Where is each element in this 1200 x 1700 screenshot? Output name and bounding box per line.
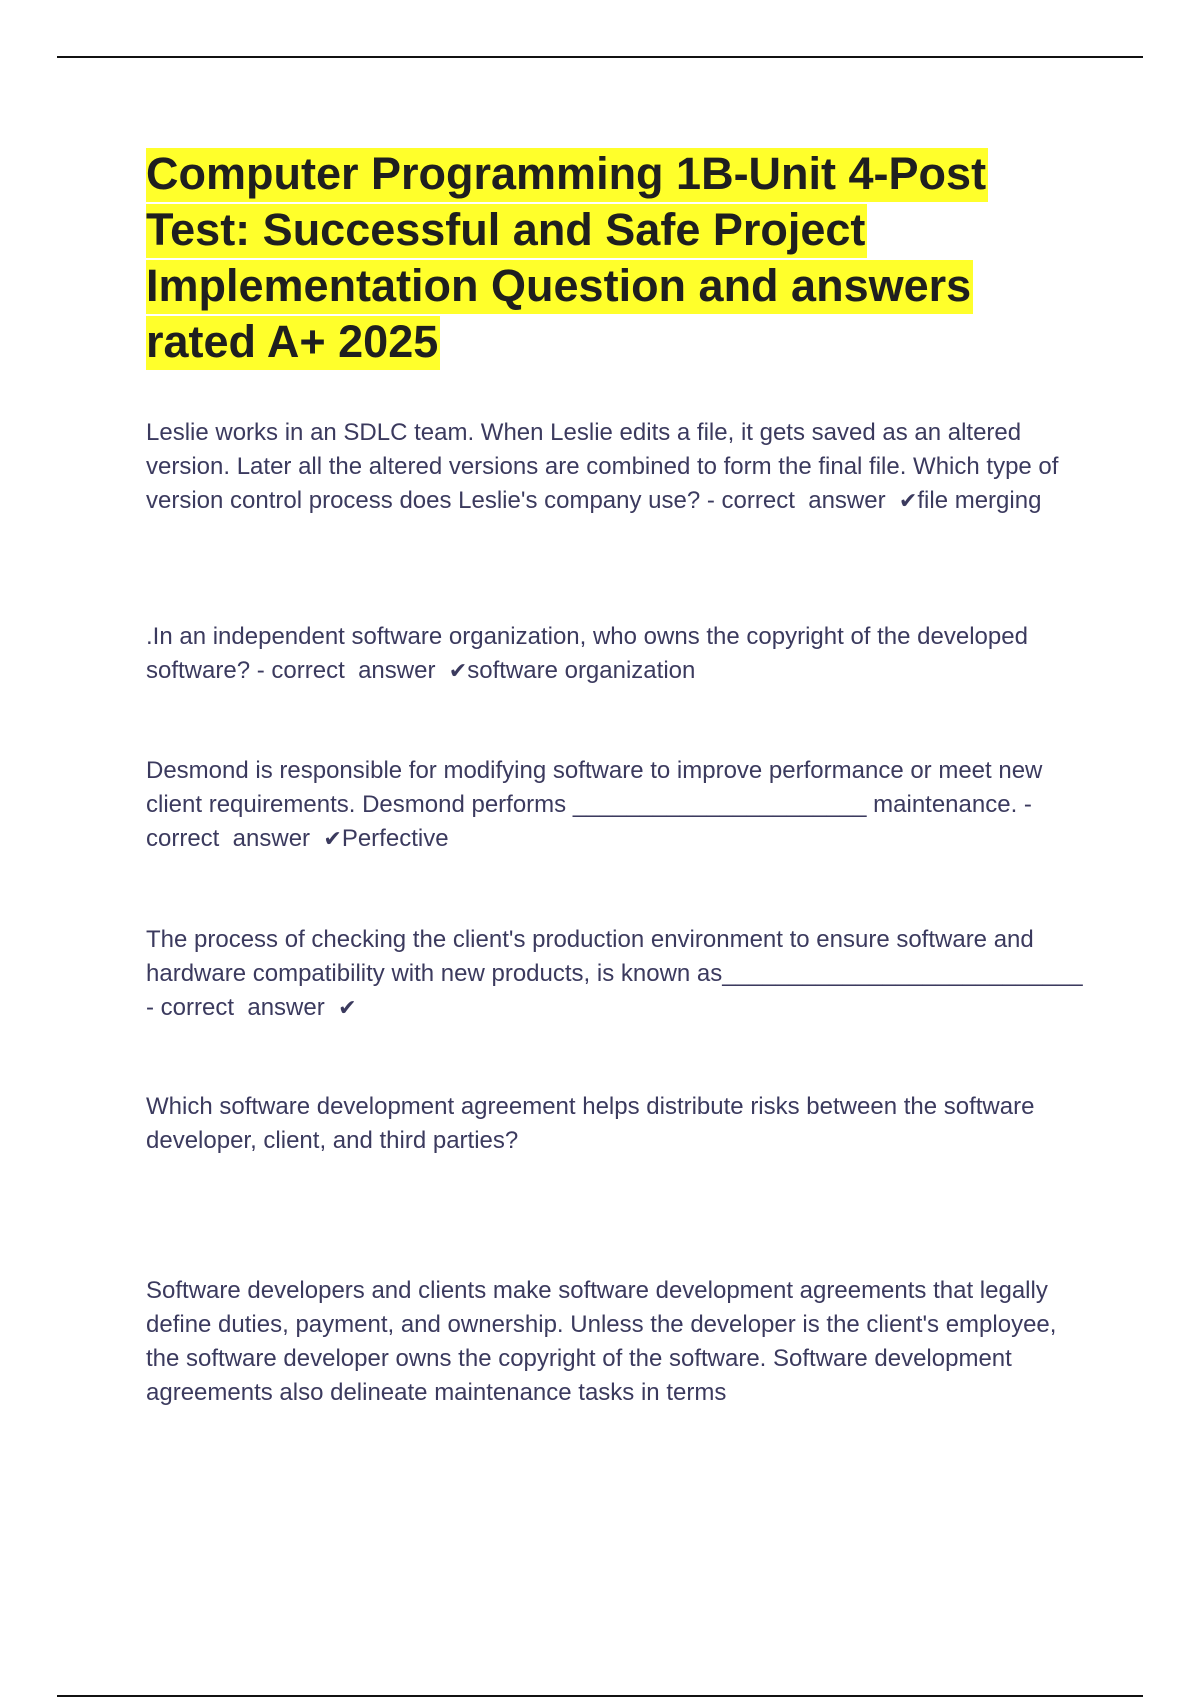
check-icon: ✔ bbox=[323, 827, 342, 852]
question-3 bbox=[146, 754, 1096, 857]
answer-label: correct answer bbox=[721, 487, 899, 514]
question-text: Which software development agreement helps distribute risks between the software developer, client, and third parties? bbox=[146, 1093, 1042, 1154]
bottom-rule bbox=[57, 1695, 1143, 1697]
check-icon: ✔ bbox=[338, 996, 357, 1021]
check-icon: ✔ bbox=[448, 659, 468, 684]
check-icon: ✔ bbox=[898, 489, 918, 514]
question-text: The process of checking the client's production environment to ensure software and hardware compatibility with new products, is known as___________________________ - bbox=[146, 926, 1090, 1021]
answer-label: correct answer bbox=[271, 657, 449, 684]
answer-text: Perfective bbox=[341, 825, 449, 852]
answer-text: file merging bbox=[917, 487, 1042, 514]
question-1 bbox=[146, 416, 1096, 519]
answer-label: correct answer bbox=[160, 994, 339, 1021]
top-rule bbox=[57, 56, 1143, 58]
answer-text: software organization bbox=[467, 657, 696, 684]
question-2 bbox=[146, 620, 1096, 689]
document-title bbox=[146, 146, 1076, 370]
answer-label: correct answer bbox=[146, 825, 324, 852]
title-highlight: Computer Programming 1B-Unit 4-Post Test: Successful and Safe Project Implementation Question and answers rated A+ 2025 bbox=[146, 148, 988, 370]
question-text: Desmond is responsible for modifying software to improve performance or meet new client requirements. Desmond performs ______________________ maintenance. - bbox=[146, 757, 1050, 818]
question-text: Leslie works in an SDLC team. When Leslie edits a file, it gets saved as an altered version. Later all the altered versions are combined to form the final file. Which type of version control process does Leslie's company use? - bbox=[146, 419, 1066, 514]
question-text: .In an independent software organization, who owns the copyright of the developed software? - bbox=[146, 623, 1035, 684]
explanation-paragraph: Software developers and clients make software development agreements that legally define duties, payment, and ownership. Unless the developer is the client's employee, the software developer owns the copyright of the software. Software development agreements also delineate maintenance tasks in terms bbox=[146, 1277, 1064, 1406]
question-4 bbox=[146, 923, 1096, 1026]
question-5 bbox=[146, 1090, 1096, 1158]
